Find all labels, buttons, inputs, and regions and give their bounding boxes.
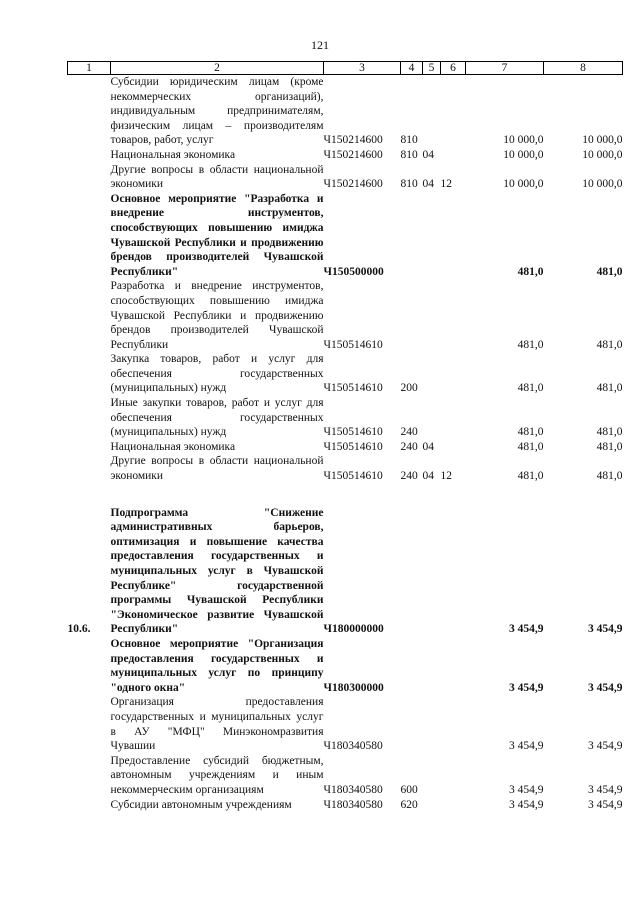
row-sum-1: 481,0: [517, 426, 544, 439]
row-sum-2: 3 454,9: [588, 681, 623, 694]
row-expense-type: [401, 695, 423, 753]
row-expense-type: 240: [400, 470, 418, 483]
table-row: [68, 440, 623, 455]
row-sum-1: 10 000,0: [503, 134, 544, 147]
row-number: [68, 396, 111, 440]
row-expense-type: [401, 506, 423, 637]
row-sum-1: 3 454,9: [509, 623, 544, 636]
row-subsection: 12: [440, 470, 452, 483]
page-number: 121: [311, 38, 329, 52]
row-expense-type: 240: [400, 426, 418, 439]
row-name: Организация предоставления государственных и муниципальных услуг в АУ "МФЦ" Минэкономразвития Чувашии: [110, 696, 324, 753]
row-name: Основное мероприятие "Организация предоставления государственных и муниципальных услуг по принципу "одного окна": [110, 637, 324, 694]
row-sum-1: 481,0: [517, 470, 544, 483]
header-cell: 5: [423, 62, 441, 75]
row-sum-1: 481,0: [517, 265, 544, 278]
table-row: [68, 352, 623, 396]
row-section: [423, 352, 441, 396]
row-sum-2: 3 454,9: [588, 798, 623, 811]
row-name: Основное мероприятие "Разработка и внедрение инструментов, способствующих повышению имиджа Чувашской Республики и продвижению брендов производителей Чувашской Республики": [110, 192, 324, 278]
row-subsection: [441, 754, 466, 798]
row-section: [423, 695, 441, 753]
row-number: [68, 695, 111, 753]
row-code: Ч150514610: [323, 338, 383, 351]
table-row: [68, 695, 623, 753]
row-expense-type: 810: [400, 178, 418, 191]
row-expense-type: [401, 637, 423, 695]
header-cell: 3: [324, 62, 401, 75]
table-row: [68, 75, 623, 148]
row-sum-1: 481,0: [517, 338, 544, 351]
row-sum-2: 481,0: [596, 440, 623, 453]
row-sum-2: 10 000,0: [582, 134, 623, 147]
table-row: [68, 148, 623, 163]
row-sum-2: 3 454,9: [588, 740, 623, 753]
row-name: Другие вопросы в области национальной экономики: [110, 163, 324, 191]
row-sum-2: 481,0: [596, 426, 623, 439]
row-number: 10.6.: [67, 623, 91, 636]
row-code: Ч150214600: [323, 178, 383, 191]
row-section: [423, 506, 441, 637]
row-sum-2: 481,0: [596, 338, 623, 351]
row-number: [68, 148, 111, 163]
row-expense-type: 600: [400, 783, 418, 796]
row-section: 04: [422, 148, 434, 161]
row-name: Разработка и внедрение инструментов, способствующих повышению имиджа Чувашской Республики и продвижению брендов производителей Чувашской Республики: [110, 280, 324, 351]
row-section: [423, 637, 441, 695]
row-expense-type: 620: [400, 798, 418, 811]
row-subsection: [441, 75, 466, 148]
row-sum-2: 481,0: [596, 265, 623, 278]
row-name: Субсидии юридическим лицам (кроме некоммерческих организаций), индивидуальным предпринимателям, физическим лицам – производителям товаров, работ, услуг: [110, 76, 324, 147]
row-number: [68, 352, 111, 396]
table-row: [68, 798, 623, 813]
row-name: Субсидии автономным учреждениям: [110, 798, 292, 811]
row-subsection: [441, 279, 466, 352]
row-number: [68, 798, 111, 813]
row-subsection: [441, 506, 466, 637]
row-sum-2: 481,0: [596, 382, 623, 395]
row-number: [68, 75, 111, 148]
row-subsection: [441, 352, 466, 396]
row-name: Предоставление субсидий бюджетным, автономным учреждениям и иным некоммерческим организациям: [110, 754, 324, 796]
row-code: Ч150214600: [323, 134, 383, 147]
row-sum-1: 3 454,9: [509, 681, 544, 694]
row-sum-1: 10 000,0: [503, 148, 544, 161]
row-subsection: [441, 440, 466, 455]
row-section: [423, 279, 441, 352]
row-name: Иные закупки товаров, работ и услуг для обеспечения государственных (муниципальных) нужд: [110, 397, 324, 439]
row-name: Другие вопросы в области национальной экономики: [110, 455, 324, 483]
row-expense-type: [401, 279, 423, 352]
spacer-row: [68, 484, 623, 506]
table-body: [68, 75, 623, 813]
header-cell: 6: [441, 62, 466, 75]
row-code: Ч150514610: [323, 470, 383, 483]
row-sum-2: 10 000,0: [582, 148, 623, 161]
row-expense-type: 200: [400, 382, 418, 395]
row-number: [68, 754, 111, 798]
row-code: Ч150514610: [323, 382, 383, 395]
header-cell: 1: [68, 62, 111, 75]
row-expense-type: 810: [400, 148, 418, 161]
row-section: [423, 192, 441, 280]
row-sum-1: 3 454,9: [509, 798, 544, 811]
row-subsection: [441, 798, 466, 813]
header-cell: 8: [544, 62, 623, 75]
row-expense-type: 240: [400, 440, 418, 453]
row-sum-2: 3 454,9: [588, 623, 623, 636]
table-row: [68, 637, 623, 695]
table-row: [68, 192, 623, 280]
row-sum-1: 481,0: [517, 382, 544, 395]
row-code: Ч150514610: [323, 426, 383, 439]
row-name: Закупка товаров, работ и услуг для обеспечения государственных (муниципальных) нужд: [110, 353, 324, 395]
row-name: Подпрограмма "Снижение административных барьеров, оптимизация и повышение качества предоставления государственных и муниципальных услуг в Чувашской Республике" государственной программы Чувашской Республики "Экономическое развитие Чувашской Республики": [110, 506, 324, 636]
header-cell: 4: [401, 62, 423, 75]
row-section: 04: [422, 470, 434, 483]
row-section: 04: [422, 440, 434, 453]
row-number: [68, 163, 111, 192]
row-subsection: 12: [440, 178, 452, 191]
row-code: Ч150514610: [323, 440, 383, 453]
row-code: Ч150214600: [323, 148, 383, 161]
row-sum-2: 481,0: [596, 470, 623, 483]
row-expense-type: [401, 192, 423, 280]
budget-table: [67, 61, 623, 812]
row-name: Национальная экономика: [110, 148, 236, 161]
row-subsection: [441, 396, 466, 440]
row-code: Ч180340580: [323, 783, 383, 796]
table-row: [68, 454, 623, 483]
row-sum-2: 3 454,9: [588, 783, 623, 796]
row-code: Ч150500000: [323, 265, 384, 278]
row-expense-type: 810: [400, 134, 418, 147]
row-code: Ч180300000: [323, 681, 384, 694]
row-sum-1: 3 454,9: [509, 783, 544, 796]
row-sum-1: 481,0: [517, 440, 544, 453]
row-sum-1: 3 454,9: [509, 740, 544, 753]
row-subsection: [441, 192, 466, 280]
row-sum-2: 10 000,0: [582, 178, 623, 191]
row-section: [423, 396, 441, 440]
table-row: [68, 506, 623, 637]
table-row: [68, 163, 623, 192]
row-section: [423, 75, 441, 148]
row-number: [68, 454, 111, 483]
row-subsection: [441, 695, 466, 753]
row-section: [423, 754, 441, 798]
header-cell: 7: [466, 62, 544, 75]
header-cell: 2: [111, 62, 324, 75]
table-row: [68, 396, 623, 440]
row-name: Национальная экономика: [110, 440, 236, 453]
header-row: [68, 62, 623, 75]
table-row: [68, 279, 623, 352]
row-number: [68, 440, 111, 455]
row-subsection: [441, 637, 466, 695]
row-number: [68, 192, 111, 280]
row-sum-1: 10 000,0: [503, 178, 544, 191]
row-section: 04: [422, 178, 434, 191]
row-subsection: [441, 148, 466, 163]
row-code: Ч180340580: [323, 740, 383, 753]
row-code: Ч180340580: [323, 798, 383, 811]
table-row: [68, 754, 623, 798]
row-section: [423, 798, 441, 813]
row-code: Ч180000000: [323, 623, 384, 636]
row-number: [68, 637, 111, 695]
row-number: [68, 279, 111, 352]
